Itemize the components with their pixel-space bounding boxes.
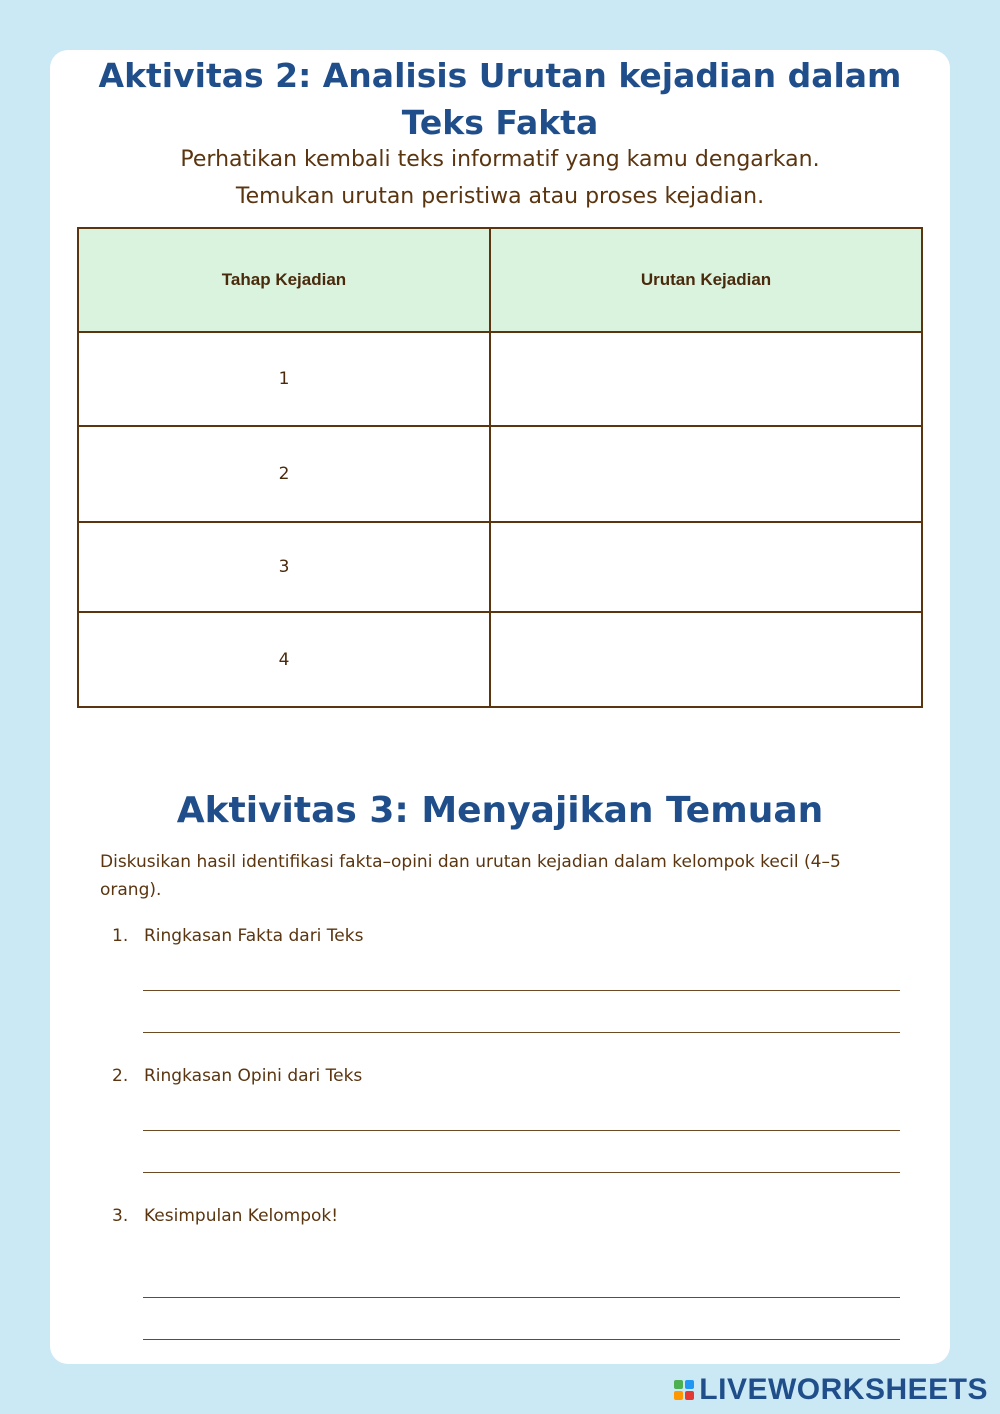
table-header-row xyxy=(78,228,922,332)
logo-square xyxy=(674,1391,683,1400)
answer-line-fakta-1[interactable] xyxy=(143,990,900,991)
activity3-instruction: Diskusikan hasil identifikasi fakta–opini dan urutan kejadian dalam kelompok kecil (4–5 orang). xyxy=(100,852,841,900)
activity3-title: Aktivitas 3: Menyajikan Temuan xyxy=(176,790,824,831)
activity2-title-line2: Teks Fakta xyxy=(401,103,599,142)
item-number: 2. xyxy=(112,1066,129,1086)
table-row xyxy=(78,522,922,612)
header-urutan-kejadian: Urutan Kejadian xyxy=(490,228,922,332)
activity2-title-line1: Aktivitas 2: Analisis Urutan kejadian dalam xyxy=(98,56,902,95)
stage-number: 4 xyxy=(78,612,490,707)
answer-line-kesimpulan-1[interactable] xyxy=(143,1297,900,1298)
logo-square xyxy=(685,1380,694,1389)
header-tahap-kejadian: Tahap Kejadian xyxy=(78,228,490,332)
table-row xyxy=(78,612,922,707)
event-sequence-table xyxy=(77,227,923,708)
liveworksheets-logo-icon xyxy=(674,1380,694,1400)
logo-square xyxy=(674,1380,683,1389)
sequence-answer-cell[interactable] xyxy=(490,522,922,612)
answer-line-opini-1[interactable] xyxy=(143,1130,900,1131)
sequence-answer-cell[interactable] xyxy=(490,612,922,707)
logo-square xyxy=(685,1391,694,1400)
liveworksheets-logo xyxy=(674,1372,988,1408)
table-row xyxy=(78,426,922,522)
liveworksheets-brand-text: LIVEWORKSHEETS xyxy=(699,1373,988,1406)
stage-number: 3 xyxy=(78,522,490,612)
answer-line-kesimpulan-2[interactable] xyxy=(143,1339,900,1340)
sequence-answer-cell[interactable] xyxy=(490,332,922,426)
answer-line-opini-2[interactable] xyxy=(143,1172,900,1173)
activity2-instruction-line2: Temukan urutan peristiwa atau proses kejadian. xyxy=(235,184,765,209)
item-label: Kesimpulan Kelompok! xyxy=(144,1206,339,1226)
item-number: 1. xyxy=(112,926,129,946)
list-item-kesimpulan xyxy=(112,1206,338,1226)
item-label: Ringkasan Opini dari Teks xyxy=(144,1066,363,1086)
item-number: 3. xyxy=(112,1206,129,1226)
stage-number: 2 xyxy=(78,426,490,522)
list-item-opini xyxy=(112,1066,362,1086)
stage-number: 1 xyxy=(78,332,490,426)
sequence-answer-cell[interactable] xyxy=(490,426,922,522)
table-row xyxy=(78,332,922,426)
item-label: Ringkasan Fakta dari Teks xyxy=(144,926,364,946)
list-item-fakta xyxy=(112,926,363,946)
answer-line-fakta-2[interactable] xyxy=(143,1032,900,1033)
activity2-instruction-line1: Perhatikan kembali teks informatif yang kamu dengarkan. xyxy=(180,147,820,172)
